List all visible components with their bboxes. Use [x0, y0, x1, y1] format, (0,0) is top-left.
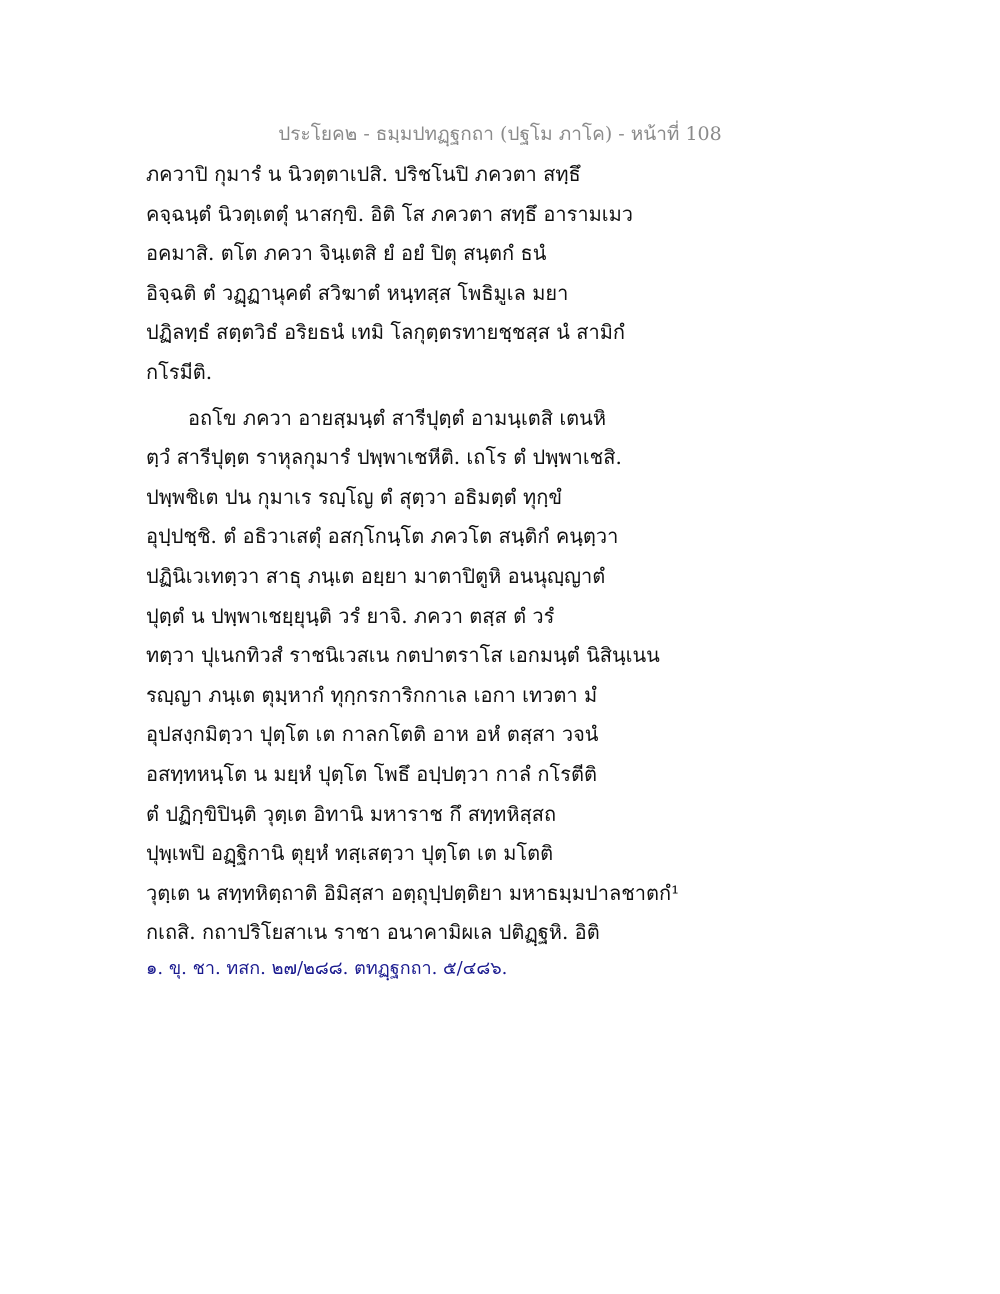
text-line: ปพฺพชิเต ปน กุมาเร รญฺโญ ตํ สุตฺวา อธิมตฺตํ ทุกฺขํ [146, 484, 562, 509]
paragraph-1 [146, 158, 666, 396]
text-line: อถโข ภควา อายสฺมนฺตํ สารีปุตฺตํ อามนฺเตสิ เตนหิ [188, 405, 607, 430]
text-line: ภควาปิ กุมารํ น นิวตฺตาเปสิ. ปริชโนปิ ภควตา สทฺธึ [146, 162, 581, 186]
text-line: อุปฺปชฺชิ. ตํ อธิวาเสตุํ อสกฺโกนฺโต ภควโต สนฺติกํ คนฺตฺวา [146, 524, 619, 549]
running-header [0, 120, 1000, 148]
text-line: อคมาสิ. ตโต ภควา จินฺเตสิ ยํ อยํ ปิตุ สนฺตกํ ธนํ [146, 241, 547, 266]
text-line: อิจฺฉติ ตํ วฏฺฏานุคตํ สวิฆาตํ หนฺทสฺส โพธิมูเล มยา [146, 280, 569, 305]
text-line: ปฏินิเวเทตฺวา สาธุ ภนฺเต อยฺยา มาตาปิตูหิ อนนุญฺญาตํ [146, 563, 606, 588]
text-line: ปฏิลทฺธํ สตฺตวิธํ อริยธนํ เทมิ โลกุตฺตรทายชฺชสฺส นํ สามิกํ [146, 320, 626, 345]
text-line: ตฺวํ สารีปุตฺต ราหุลกุมารํ ปพฺพาเชหีติ. เถโร ตํ ปพฺพาเชสิ. [146, 445, 622, 470]
text-line: กโรมีติ. [146, 359, 213, 384]
text-line: ปุพฺเพปิ อฏฺฐิกานิ ตุยฺหํ ทสฺเสตฺวา ปุตฺโต เต มโตติ [146, 841, 554, 866]
paragraph-2 [146, 402, 680, 956]
text-line: คจฺฉนฺตํ นิวตฺเตตุํ นาสกฺขิ. อิติ โส ภควตา สทฺธึ อารามเมว [146, 201, 634, 226]
text-line: อสทฺทหนฺโต น มยฺหํ ปุตฺโต โพธึ อปฺปตฺวา กาลํ กโรตีติ [146, 761, 597, 786]
text-line: อุปสงฺกมิตฺวา ปุตฺโต เต กาลกโตติ อาห อหํ ตสฺสา วจนํ [146, 722, 599, 747]
text-line: รญฺญา ภนฺเต ตุมฺหากํ ทุกฺกรการิกกาเล เอกา เทวตา มํ [146, 682, 598, 707]
text-line: กเถสิ. กถาปริโยสาเน ราชา อนาคามิผเล ปติฏฺฐหิ. อิติ [146, 920, 600, 945]
text-line: ตํ ปฏิกฺขิปินฺติ วุตฺเต อิทานิ มหาราช กึ สทฺทหิสฺสถ [146, 801, 557, 826]
text-line: ปุตฺตํ น ปพฺพาเชยฺยุนฺติ วรํ ยาจิ. ภควา ตสฺส ตํ วรํ [146, 603, 555, 628]
running-title: ประโยค๒ - ธมฺมปทฏฺฐกถา (ปฐโม ภาโค) - หน้าที่ 108 [278, 123, 722, 145]
text-line: ทตฺวา ปุเนกทิวสํ ราชนิเวสเน กตปาตราโส เอกมนฺตํ นิสินฺเนน [146, 643, 660, 668]
footnote: ๑. ขุ. ชา. ทสก. ๒๗/๒๘๘. ตทฏฺฐกถา. ๕/๔๘๖. [146, 958, 508, 979]
body-text [146, 158, 680, 956]
text-line: วุตฺเต น สทฺทหิตฺถาติ อิมิสฺสา อตฺถุปฺปตฺติยา มหาธมฺมปาลชาตกํ¹ [146, 880, 680, 905]
